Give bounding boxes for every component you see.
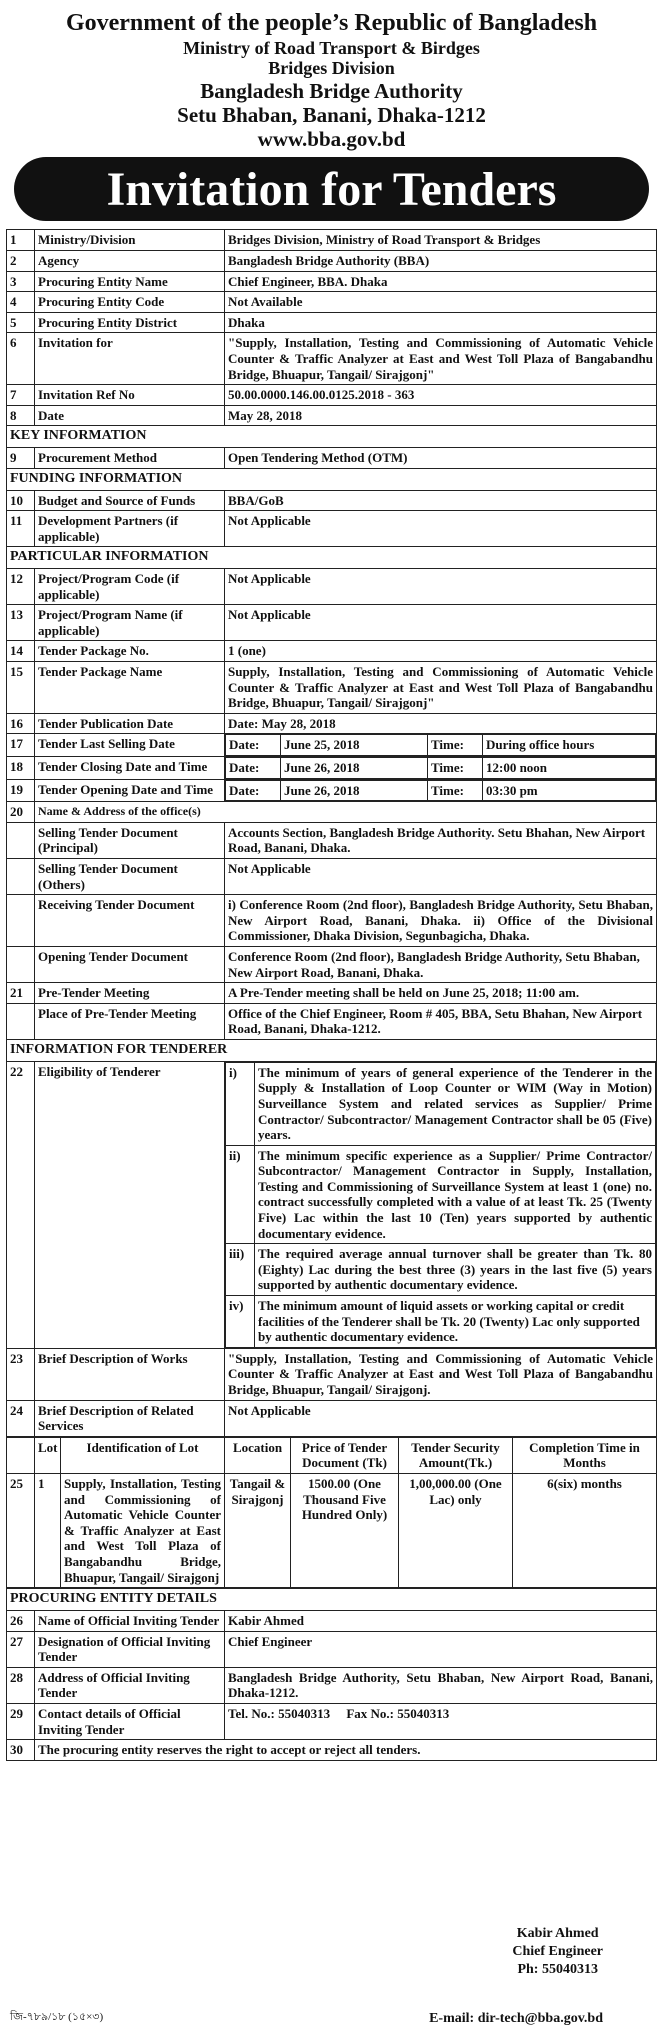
row-label: Procurement Method	[35, 448, 225, 469]
table-row	[7, 641, 657, 662]
row-label: Tender Last Selling Date	[35, 734, 225, 757]
time-value: 12:00 noon	[483, 758, 656, 779]
table-row	[7, 1631, 657, 1667]
row-value: Not Available	[225, 292, 657, 313]
table-row	[7, 230, 657, 251]
table-row	[7, 1061, 657, 1348]
table-row	[7, 333, 657, 385]
footer-code: জি-৭৮৯/১৮ (১৫×৩)	[10, 2011, 104, 2023]
row-value: Not Applicable	[225, 1400, 657, 1436]
table-row	[7, 385, 657, 406]
time-label: Time:	[428, 735, 483, 756]
row-value: Not Applicable	[225, 605, 657, 641]
row-label: Tender Package Name	[35, 662, 225, 714]
row-value: Chief Engineer	[225, 1631, 657, 1667]
date-label: Date:	[226, 735, 281, 756]
row-label: Contact details of Official Inviting Tender	[35, 1703, 225, 1739]
row-label: Agency	[35, 250, 225, 271]
row-label: Designation of Official Inviting Tender	[35, 1631, 225, 1667]
row-value: Kabir Ahmed	[225, 1610, 657, 1631]
table-row	[7, 511, 657, 547]
signatory-email: E-mail: dir-tech@bba.gov.bd	[429, 2011, 603, 2026]
row-value: A Pre-Tender meeting shall be held on June 25, 2018; 11:00 am.	[225, 983, 657, 1004]
row-number: 22	[7, 1061, 35, 1348]
row-value: i) Conference Room (2nd floor), Bangladesh Bridge Authority, Setu Bhaban, New Airport Road, Banani, Dhaka. ii) Office of the Divisional Commissioner, Dhaka Division, Segunbagicha, Dhaka.	[225, 895, 657, 947]
section-heading-particular: PARTICULAR INFORMATION	[7, 547, 657, 569]
row-value: "Supply, Installation, Testing and Commissioning of Automatic Vehicle Counter & Traffic Analyzer at East and West Toll Plaza of Bangabandhu Bridge, Bhuapur, Tangail/ Sirajgonj"	[225, 333, 657, 385]
website-line: www.bba.gov.bd	[257, 127, 406, 152]
row-number: 4	[7, 292, 35, 313]
time-value: During office hours	[483, 735, 656, 756]
table-row	[7, 822, 657, 858]
date-time-cell	[225, 779, 657, 802]
row-number: 2	[7, 250, 35, 271]
row-label: Budget and Source of Funds	[35, 490, 225, 511]
item-number: i)	[226, 1062, 255, 1145]
row-number: 8	[7, 405, 35, 426]
lot-header: Lot	[35, 1437, 61, 1473]
row-label: Brief Description of Works	[35, 1348, 225, 1400]
row-label: Name of Official Inviting Tender	[35, 1610, 225, 1631]
signature-block	[512, 1925, 603, 1980]
row-label: Project/Program Name (if applicable)	[35, 605, 225, 641]
row-number: 6	[7, 333, 35, 385]
section-heading-entity: PROCURING ENTITY DETAILS	[7, 1589, 657, 1611]
date-time-cell	[225, 757, 657, 780]
row-label: Eligibility of Tenderer	[35, 1061, 225, 1348]
lot-header: Location	[225, 1437, 291, 1473]
row-value: May 28, 2018	[225, 405, 657, 426]
lot-header: Completion Time in Months	[513, 1437, 657, 1473]
eligibility-item	[226, 1244, 656, 1296]
row-number: 7	[7, 385, 35, 406]
lot-location: Tangail & Sirajgonj	[225, 1473, 291, 1587]
row-number: 21	[7, 983, 35, 1004]
lot-header: Identification of Lot	[61, 1437, 225, 1473]
lot-header: Price of Tender Document (Tk)	[291, 1437, 399, 1473]
row-number: 28	[7, 1667, 35, 1703]
date-label: Date:	[226, 758, 281, 779]
time-value: 03:30 pm	[483, 780, 656, 801]
eligibility-cell	[225, 1061, 657, 1348]
row-label: Development Partners (if applicable)	[35, 511, 225, 547]
row-number: 14	[7, 641, 35, 662]
row-label: Tender Opening Date and Time	[35, 779, 225, 802]
row-value: Supply, Installation, Testing and Commissioning of Automatic Vehicle Counter & Traffic Analyzer at East and West Toll Plaza of Bangabandhu Bridge, Bhuapur, Tangail/ Sirajgonj"	[225, 662, 657, 714]
row-number: 1	[7, 230, 35, 251]
row-number: 17	[7, 734, 35, 757]
table-row	[7, 569, 657, 605]
row-value: Conference Room (2nd floor), Bangladesh Bridge Authority, Setu Bhaban, New Airport Road, Banani, Dhaka.	[225, 946, 657, 982]
table-row	[7, 1400, 657, 1436]
row-label: Procuring Entity District	[35, 312, 225, 333]
eligibility-item	[226, 1145, 656, 1244]
date-label: Date:	[226, 780, 281, 801]
table-row	[7, 859, 657, 895]
row-number: 11	[7, 511, 35, 547]
row-number: 13	[7, 605, 35, 641]
row-label: Invitation for	[35, 333, 225, 385]
item-number: ii)	[226, 1145, 255, 1244]
row-number: 30	[7, 1740, 35, 1761]
signatory-phone: Ph: 55040313	[517, 1962, 598, 1978]
table-row	[7, 1703, 657, 1739]
table-row	[7, 895, 657, 947]
row-label: Project/Program Code (if applicable)	[35, 569, 225, 605]
row-value: "Supply, Installation, Testing and Commissioning of Automatic Vehicle Counter & Traffic Analyzer at East and West Toll Plaza of Bangabandhu Bridge, Bhuapur, Tangail/ Sirajgonj.	[225, 1348, 657, 1400]
gov-title: Government of the people’s Republic of Bangladesh	[65, 10, 598, 36]
lot-completion: 6(six) months	[513, 1473, 657, 1587]
lot-header: Tender Security Amount(Tk.)	[399, 1437, 513, 1473]
item-number: iii)	[226, 1244, 255, 1296]
row-value: 1 (one)	[225, 641, 657, 662]
item-text: The minimum amount of liquid assets or working capital or credit facilities of the Tenderer shall be Tk. 20 (Twenty) Lac only supported by authentic documentary evidence.	[255, 1296, 656, 1348]
item-number: iv)	[226, 1296, 255, 1348]
time-label: Time:	[428, 758, 483, 779]
table-row	[7, 490, 657, 511]
date-value: June 26, 2018	[281, 758, 428, 779]
table-row	[7, 757, 657, 780]
row-label: Opening Tender Document	[35, 946, 225, 982]
lot-row	[7, 1473, 657, 1587]
date-time-cell	[225, 734, 657, 757]
row-number: 3	[7, 271, 35, 292]
table-row	[7, 713, 657, 734]
date-value: June 25, 2018	[281, 735, 428, 756]
row-number: 15	[7, 662, 35, 714]
division-title: Bridges Division	[268, 58, 395, 79]
table-row	[7, 271, 657, 292]
row-label: Selling Tender Document (Others)	[35, 859, 225, 895]
eligibility-item	[226, 1296, 656, 1348]
row-value: Bridges Division, Ministry of Road Transport & Bridges	[225, 230, 657, 251]
row-value: Chief Engineer, BBA. Dhaka	[225, 271, 657, 292]
row-label: Ministry/Division	[35, 230, 225, 251]
table-row	[7, 983, 657, 1004]
row-label: Invitation Ref No	[35, 385, 225, 406]
banner-title: Invitation for Tenders	[14, 157, 649, 221]
table-row	[7, 662, 657, 714]
section-heading-funding: FUNDING INFORMATION	[7, 468, 657, 490]
row-value: 50.00.0000.146.00.0125.2018 - 363	[225, 385, 657, 406]
lot-price: 1500.00 (One Thousand Five Hundred Only)	[291, 1473, 399, 1587]
tender-notice	[0, 10, 663, 2035]
header	[0, 10, 663, 151]
row-label: Tender Package No.	[35, 641, 225, 662]
telephone: Tel. No.: 55040313	[228, 1705, 331, 1721]
table-row	[7, 605, 657, 641]
row-label: Pre-Tender Meeting	[35, 983, 225, 1004]
table-row	[7, 1740, 657, 1761]
date-value: June 26, 2018	[281, 780, 428, 801]
row-number: 5	[7, 312, 35, 333]
row-number: 27	[7, 1631, 35, 1667]
row-label: Name & Address of the office(s)	[35, 802, 657, 823]
row-value: The procuring entity reserves the right to accept or reject all tenders.	[35, 1740, 657, 1761]
time-label: Time:	[428, 780, 483, 801]
table-row	[7, 312, 657, 333]
signatory-designation: Chief Engineer	[512, 1944, 603, 1960]
table-row	[7, 448, 657, 469]
row-value: Office of the Chief Engineer, Room # 405, BBA, Setu Bhahan, New Airport Road, Banani, Dhaka-1212.	[225, 1003, 657, 1039]
table-row	[7, 946, 657, 982]
row-value: Accounts Section, Bangladesh Bridge Authority. Setu Bhahan, New Airport Road, Banani, Dhaka.	[225, 822, 657, 858]
item-text: The minimum specific experience as a Supplier/ Prime Contractor/ Subcontractor/ Management Contractor in Supply, Installation, Testing and Commissioning of Surveillance System at least 1 (one) no. contract successfully completed with a value of at least Tk. 25 (Twenty Five) Lac within the last 10 (Ten) years supported by authentic documentary evidence.	[255, 1145, 656, 1244]
row-number: 20	[7, 802, 35, 823]
table-row	[7, 405, 657, 426]
fax: Fax No.: 55040313	[346, 1705, 450, 1721]
row-value: Bangladesh Bridge Authority (BBA)	[225, 250, 657, 271]
row-number: 24	[7, 1400, 35, 1436]
row-value: Open Tendering Method (OTM)	[225, 448, 657, 469]
row-number: 19	[7, 779, 35, 802]
row-label: Brief Description of Related Services	[35, 1400, 225, 1436]
row-value: Bangladesh Bridge Authority, Setu Bhaban, New Airport Road, Banani, Dhaka-1212.	[225, 1667, 657, 1703]
table-row	[7, 734, 657, 757]
entity-table	[6, 1588, 657, 1761]
row-label: Place of Pre-Tender Meeting	[35, 1003, 225, 1039]
lot-table	[6, 1437, 657, 1588]
row-number: 25	[7, 1473, 35, 1587]
row-value: Not Applicable	[225, 569, 657, 605]
signatory-name: Kabir Ahmed	[516, 1926, 599, 1941]
row-number: 10	[7, 490, 35, 511]
table-row	[7, 250, 657, 271]
item-text: The required average annual turnover shall be greater than Tk. 80 (Eighty) Lac during the best three (3) years in the last five (5) years supported by authentic documentary evidence.	[255, 1244, 656, 1296]
row-label: Tender Closing Date and Time	[35, 757, 225, 780]
table-row	[7, 1003, 657, 1039]
lot-header-row	[7, 1437, 657, 1473]
row-label: Selling Tender Document (Principal)	[35, 822, 225, 858]
row-label: Procuring Entity Name	[35, 271, 225, 292]
tender-table	[6, 229, 657, 1436]
ministry-title: Ministry of Road Transport & Birdges	[183, 37, 480, 58]
row-label: Receiving Tender Document	[35, 895, 225, 947]
row-label: Procuring Entity Code	[35, 292, 225, 313]
section-heading-tenderer: INFORMATION FOR TENDERER	[7, 1039, 657, 1061]
row-label: Date	[35, 405, 225, 426]
row-value: Dhaka	[225, 312, 657, 333]
table-row	[7, 779, 657, 802]
row-label: Address of Official Inviting Tender	[35, 1667, 225, 1703]
row-number: 12	[7, 569, 35, 605]
contact-cell	[225, 1703, 657, 1739]
table-row	[7, 1610, 657, 1631]
row-number: 18	[7, 757, 35, 780]
address-line: Setu Bhaban, Banani, Dhaka-1212	[177, 103, 486, 128]
lot-identification: Supply, Installation, Testing and Commissioning of Automatic Vehicle Counter & Traffic Analyzer at East and West Toll Plaza of Bangabandhu Bridge, Bhuapur, Tangail/ Sirajgonj	[61, 1473, 225, 1587]
section-heading-key: KEY INFORMATION	[7, 426, 657, 448]
row-value: Not Applicable	[225, 859, 657, 895]
row-value: Not Applicable	[225, 511, 657, 547]
row-value: Date: May 28, 2018	[225, 713, 657, 734]
row-number: 9	[7, 448, 35, 469]
row-label: Tender Publication Date	[35, 713, 225, 734]
table-row	[7, 292, 657, 313]
eligibility-list	[225, 1062, 656, 1348]
table-row	[7, 802, 657, 823]
authority-title: Bangladesh Bridge Authority	[200, 78, 463, 103]
row-number: 26	[7, 1610, 35, 1631]
lot-security: 1,00,000.00 (One Lac) only	[399, 1473, 513, 1587]
row-number: 16	[7, 713, 35, 734]
item-text: The minimum of years of general experience of the Tenderer in the Supply & Installation of Loop Counter or WIM (Way in Motion) Surveillance System and related services as Supplier/ Prime Contractor/ Subcontractor/ Management Contractor shall be 05 (Five) years.	[255, 1062, 656, 1145]
table-row	[7, 1348, 657, 1400]
eligibility-item	[226, 1062, 656, 1145]
row-number: 29	[7, 1703, 35, 1739]
table-row	[7, 1667, 657, 1703]
row-number: 23	[7, 1348, 35, 1400]
lot-number: 1	[35, 1473, 61, 1587]
row-value: BBA/GoB	[225, 490, 657, 511]
